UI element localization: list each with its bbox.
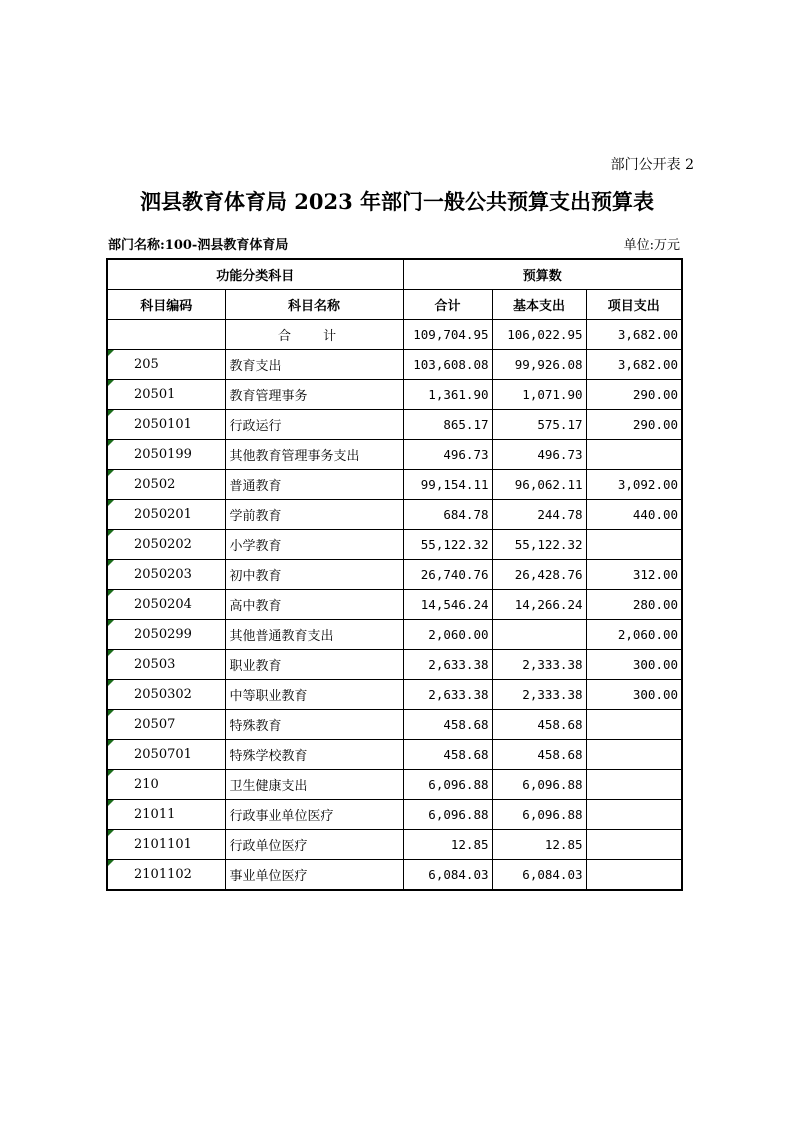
row-code bbox=[107, 830, 225, 860]
cell-comment-marker bbox=[108, 410, 114, 416]
row-basic: 99,926.08 bbox=[492, 350, 586, 380]
cell-comment-marker bbox=[108, 800, 114, 806]
table-row bbox=[107, 440, 682, 470]
row-basic: 26,428.76 bbox=[492, 560, 586, 590]
cell-comment-marker bbox=[108, 530, 114, 536]
cell-comment-marker bbox=[108, 500, 114, 506]
row-total: 6,096.88 bbox=[403, 800, 492, 830]
row-total: 458.68 bbox=[403, 740, 492, 770]
cell-comment-marker bbox=[108, 380, 114, 386]
row-project: 440.00 bbox=[586, 500, 682, 530]
row-basic: 575.17 bbox=[492, 410, 586, 440]
table-row bbox=[107, 770, 682, 800]
row-basic: 96,062.11 bbox=[492, 470, 586, 500]
cell-comment-marker bbox=[108, 350, 114, 356]
cell-comment-marker bbox=[108, 470, 114, 476]
row-code-text: 2101101 bbox=[134, 837, 192, 852]
row-project: 300.00 bbox=[586, 650, 682, 680]
row-project bbox=[586, 740, 682, 770]
row-project: 312.00 bbox=[586, 560, 682, 590]
row-total: 6,096.88 bbox=[403, 770, 492, 800]
row-code-text: 2050199 bbox=[134, 447, 192, 462]
group-header-budget: 预算数 bbox=[403, 259, 682, 290]
row-code-text: 2050101 bbox=[134, 417, 192, 432]
row-total: 6,084.03 bbox=[403, 860, 492, 891]
total-row-code bbox=[107, 320, 225, 350]
row-project bbox=[586, 860, 682, 891]
row-name: 中等职业教育 bbox=[225, 680, 403, 710]
row-total: 865.17 bbox=[403, 410, 492, 440]
row-project bbox=[586, 710, 682, 740]
row-code-text: 2101102 bbox=[134, 867, 192, 882]
row-code bbox=[107, 650, 225, 680]
row-code-text: 2050302 bbox=[134, 687, 192, 702]
row-code bbox=[107, 410, 225, 440]
row-total: 1,361.90 bbox=[403, 380, 492, 410]
total-row-label: 合 计 bbox=[225, 320, 403, 350]
table-row bbox=[107, 710, 682, 740]
row-name: 特殊学校教育 bbox=[225, 740, 403, 770]
row-project: 290.00 bbox=[586, 380, 682, 410]
table-row bbox=[107, 500, 682, 530]
row-code bbox=[107, 770, 225, 800]
department-label: 部门名称:100-泗县教育体育局 bbox=[108, 238, 289, 253]
row-name: 教育管理事务 bbox=[225, 380, 403, 410]
row-name: 高中教育 bbox=[225, 590, 403, 620]
row-code-text: 2050201 bbox=[134, 507, 192, 522]
row-code-text: 20503 bbox=[134, 657, 176, 672]
row-name: 普通教育 bbox=[225, 470, 403, 500]
form-tag: 部门公开表 2 bbox=[610, 157, 694, 173]
column-header-code: 科目编码 bbox=[107, 290, 225, 320]
row-name: 事业单位医疗 bbox=[225, 860, 403, 891]
row-name: 行政单位医疗 bbox=[225, 830, 403, 860]
row-code-text: 20502 bbox=[134, 477, 176, 492]
budget-table bbox=[106, 258, 683, 891]
cell-comment-marker bbox=[108, 770, 114, 776]
row-code-text: 20501 bbox=[134, 387, 176, 402]
row-basic: 244.78 bbox=[492, 500, 586, 530]
cell-comment-marker bbox=[108, 860, 114, 866]
row-code bbox=[107, 740, 225, 770]
cell-comment-marker bbox=[108, 620, 114, 626]
row-total: 99,154.11 bbox=[403, 470, 492, 500]
row-total: 496.73 bbox=[403, 440, 492, 470]
page-title: 泗县教育体育局 2023 年部门一般公共预算支出预算表 bbox=[139, 189, 655, 214]
row-project: 300.00 bbox=[586, 680, 682, 710]
column-header-total: 合计 bbox=[403, 290, 492, 320]
group-header-category: 功能分类科目 bbox=[107, 259, 403, 290]
row-code-text: 210 bbox=[134, 777, 159, 792]
row-name: 行政事业单位医疗 bbox=[225, 800, 403, 830]
row-total: 14,546.24 bbox=[403, 590, 492, 620]
table-row bbox=[107, 650, 682, 680]
row-name: 行政运行 bbox=[225, 410, 403, 440]
total-row-project: 3,682.00 bbox=[586, 320, 682, 350]
row-basic: 6,096.88 bbox=[492, 770, 586, 800]
row-project: 3,682.00 bbox=[586, 350, 682, 380]
row-code-text: 21011 bbox=[134, 807, 176, 822]
row-code bbox=[107, 620, 225, 650]
row-project: 290.00 bbox=[586, 410, 682, 440]
table-row bbox=[107, 410, 682, 440]
table-row bbox=[107, 530, 682, 560]
unit-label: 单位:万元 bbox=[623, 238, 680, 253]
total-row-basic: 106,022.95 bbox=[492, 320, 586, 350]
table-row bbox=[107, 830, 682, 860]
row-name: 小学教育 bbox=[225, 530, 403, 560]
row-total: 55,122.32 bbox=[403, 530, 492, 560]
row-name: 卫生健康支出 bbox=[225, 770, 403, 800]
row-basic: 496.73 bbox=[492, 440, 586, 470]
row-total: 458.68 bbox=[403, 710, 492, 740]
row-basic bbox=[492, 620, 586, 650]
row-code-text: 2050204 bbox=[134, 597, 192, 612]
row-code-text: 2050701 bbox=[134, 747, 192, 762]
row-basic: 458.68 bbox=[492, 740, 586, 770]
cell-comment-marker bbox=[108, 710, 114, 716]
row-name: 教育支出 bbox=[225, 350, 403, 380]
row-total: 2,633.38 bbox=[403, 680, 492, 710]
row-project bbox=[586, 440, 682, 470]
table-row bbox=[107, 590, 682, 620]
row-code-text: 2050299 bbox=[134, 627, 192, 642]
row-project: 3,092.00 bbox=[586, 470, 682, 500]
row-name: 特殊教育 bbox=[225, 710, 403, 740]
table-row bbox=[107, 620, 682, 650]
table-row bbox=[107, 560, 682, 590]
row-code-text: 20507 bbox=[134, 717, 176, 732]
cell-comment-marker bbox=[108, 440, 114, 446]
row-code bbox=[107, 590, 225, 620]
cell-comment-marker bbox=[108, 650, 114, 656]
total-row bbox=[107, 320, 682, 350]
table-row bbox=[107, 470, 682, 500]
row-name: 职业教育 bbox=[225, 650, 403, 680]
row-basic: 55,122.32 bbox=[492, 530, 586, 560]
row-code bbox=[107, 560, 225, 590]
row-total: 103,608.08 bbox=[403, 350, 492, 380]
column-header-basic: 基本支出 bbox=[492, 290, 586, 320]
row-total: 2,060.00 bbox=[403, 620, 492, 650]
row-code bbox=[107, 710, 225, 740]
row-code bbox=[107, 680, 225, 710]
row-basic: 2,333.38 bbox=[492, 680, 586, 710]
row-total: 26,740.76 bbox=[403, 560, 492, 590]
row-project bbox=[586, 530, 682, 560]
row-project: 2,060.00 bbox=[586, 620, 682, 650]
row-total: 2,633.38 bbox=[403, 650, 492, 680]
cell-comment-marker bbox=[108, 560, 114, 566]
row-project bbox=[586, 800, 682, 830]
table-row bbox=[107, 860, 682, 891]
table-row bbox=[107, 380, 682, 410]
table-row bbox=[107, 350, 682, 380]
row-basic: 14,266.24 bbox=[492, 590, 586, 620]
row-code bbox=[107, 800, 225, 830]
row-code bbox=[107, 530, 225, 560]
row-code bbox=[107, 500, 225, 530]
cell-comment-marker bbox=[108, 740, 114, 746]
row-basic: 6,096.88 bbox=[492, 800, 586, 830]
row-name: 其他教育管理事务支出 bbox=[225, 440, 403, 470]
row-code-text: 2050202 bbox=[134, 537, 192, 552]
column-header-project: 项目支出 bbox=[586, 290, 682, 320]
cell-comment-marker bbox=[108, 830, 114, 836]
row-name: 初中教育 bbox=[225, 560, 403, 590]
row-code bbox=[107, 350, 225, 380]
row-total: 12.85 bbox=[403, 830, 492, 860]
row-project: 280.00 bbox=[586, 590, 682, 620]
row-basic: 6,084.03 bbox=[492, 860, 586, 891]
row-total: 684.78 bbox=[403, 500, 492, 530]
row-code bbox=[107, 470, 225, 500]
table-row bbox=[107, 680, 682, 710]
row-code bbox=[107, 860, 225, 891]
row-code bbox=[107, 380, 225, 410]
row-code-text: 205 bbox=[134, 357, 159, 372]
column-header-name: 科目名称 bbox=[225, 290, 403, 320]
row-code bbox=[107, 440, 225, 470]
row-name: 其他普通教育支出 bbox=[225, 620, 403, 650]
row-basic: 2,333.38 bbox=[492, 650, 586, 680]
cell-comment-marker bbox=[108, 590, 114, 596]
row-project bbox=[586, 830, 682, 860]
table-row bbox=[107, 800, 682, 830]
cell-comment-marker bbox=[108, 680, 114, 686]
row-basic: 1,071.90 bbox=[492, 380, 586, 410]
table-row bbox=[107, 740, 682, 770]
row-project bbox=[586, 770, 682, 800]
row-code-text: 2050203 bbox=[134, 567, 192, 582]
total-row-total: 109,704.95 bbox=[403, 320, 492, 350]
row-basic: 458.68 bbox=[492, 710, 586, 740]
row-basic: 12.85 bbox=[492, 830, 586, 860]
row-name: 学前教育 bbox=[225, 500, 403, 530]
